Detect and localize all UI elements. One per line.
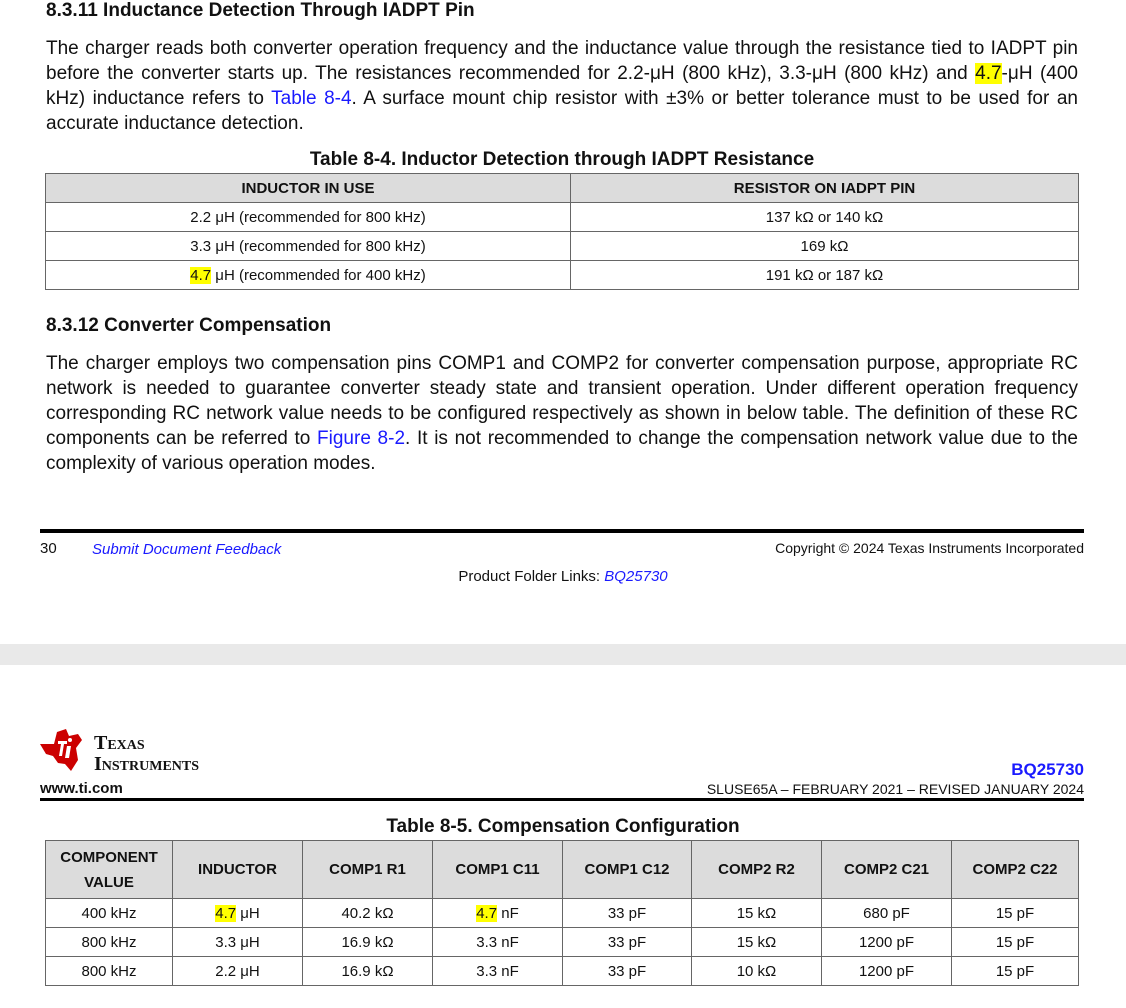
header-rule	[40, 798, 1084, 801]
table-cell: 137 kΩ or 140 kΩ	[571, 203, 1079, 232]
cell-text: 3.3 nF	[476, 962, 519, 980]
website-link[interactable]: www.ti.com	[40, 780, 123, 797]
page-separator	[0, 644, 1126, 665]
document-revision: SLUSE65A – FEBRUARY 2021 – REVISED JANUARY 2024	[706, 781, 1084, 797]
column-header: COMP1 R1	[303, 841, 433, 899]
table-row	[46, 899, 1079, 928]
table-cell: 16.9 kΩ	[303, 928, 433, 957]
logo-line: Texas	[94, 732, 145, 754]
table-cell: 15 pF	[952, 928, 1079, 957]
cell-text: 2.2 μH (recommended for 800 kHz)	[190, 208, 426, 226]
table-header-row	[46, 841, 1079, 899]
table-cell: 169 kΩ	[571, 232, 1079, 261]
table-8-4-link[interactable]: Table 8-4	[271, 88, 352, 109]
column-header: INDUCTOR IN USE	[46, 174, 571, 203]
table-cell: 15 pF	[952, 899, 1079, 928]
cell-text: 3.3 μH (recommended for 800 kHz)	[190, 237, 426, 255]
product-folder-label: Product Folder Links:	[458, 568, 605, 585]
table-cell: 1200 pF	[822, 928, 952, 957]
column-header: COMP2 C22	[952, 841, 1079, 899]
cell-text: μH	[236, 904, 260, 922]
table-cell	[46, 261, 571, 290]
ti-logo-wordmark	[94, 733, 199, 774]
table-cell: 400 kHz	[46, 899, 173, 928]
column-header: COMP2 C21	[822, 841, 952, 899]
table-cell	[46, 203, 571, 232]
cell-text: nF	[497, 904, 519, 922]
search-highlight: 4.7	[190, 266, 212, 284]
cell-text: 2.2 μH	[215, 962, 260, 980]
paragraph-text: . It is not recommended to change the compensation network value due to the complexity of various operation modes.	[46, 428, 1079, 474]
table-cell: 33 pF	[563, 899, 692, 928]
table-cell	[433, 899, 563, 928]
table-8-5	[45, 840, 1079, 986]
table-row	[46, 232, 1079, 261]
table-cell	[46, 232, 571, 261]
table-cell	[173, 957, 303, 986]
logo-line: Instruments	[94, 753, 200, 775]
table-cell: 16.9 kΩ	[303, 957, 433, 986]
column-header: COMPONENT VALUE	[46, 841, 173, 899]
product-folder-links	[0, 568, 1126, 585]
table-cell: 10 kΩ	[692, 957, 822, 986]
section-8-3-12-paragraph	[46, 351, 1078, 476]
table-8-4-caption: Table 8-4. Inductor Detection through IADPT Resistance	[309, 149, 815, 170]
table-cell	[173, 928, 303, 957]
table-cell: 33 pF	[563, 957, 692, 986]
paragraph-text: -μH (400 kHz) inductance refers to	[46, 63, 1078, 109]
paragraph-text: . A surface mount chip resistor with ±3% or better tolerance must to be used for an accurate inductance detection.	[46, 88, 1078, 134]
paragraph-text: The charger employs two compensation pins COMP1 and COMP2 for converter compensation purpose, appropriate RC network is needed to guarantee converter steady state and transient operation. Under different operation frequency corresponding RC network value needs to be configured respectively as shown in below table. The definition of these RC components can be referred to	[46, 353, 1078, 449]
submit-feedback-link[interactable]: Submit Document Feedback	[92, 541, 282, 558]
section-8-3-11-heading: 8.3.11 Inductance Detection Through IADPT Pin	[46, 0, 475, 21]
search-highlight: 4.7	[476, 904, 498, 922]
page-number: 30	[40, 540, 57, 557]
column-header: INDUCTOR	[173, 841, 303, 899]
table-cell: 15 kΩ	[692, 899, 822, 928]
table-cell	[433, 928, 563, 957]
table-cell	[433, 957, 563, 986]
search-highlight: 4.7	[215, 904, 237, 922]
table-cell: 1200 pF	[822, 957, 952, 986]
ti-logo-icon	[38, 726, 84, 772]
paragraph-text: The charger reads both converter operation frequency and the inductance value through the resistance tied to IADPT pin before the converter starts up. The resistances recommended for 2.2-μH (800 kHz), 3.3-μH (800 kHz) and	[46, 38, 1078, 84]
table-row	[46, 203, 1079, 232]
column-header: COMP2 R2	[692, 841, 822, 899]
column-header: COMP1 C11	[433, 841, 563, 899]
table-8-4	[45, 173, 1079, 290]
table-cell: 800 kHz	[46, 957, 173, 986]
table-cell	[173, 899, 303, 928]
figure-8-2-link[interactable]: Figure 8-2	[317, 428, 406, 449]
section-8-3-12-heading: 8.3.12 Converter Compensation	[46, 315, 332, 336]
table-8-5-caption: Table 8-5. Compensation Configuration	[386, 816, 740, 837]
cell-text: 3.3 μH	[215, 933, 260, 951]
table-cell: 191 kΩ or 187 kΩ	[571, 261, 1079, 290]
table-cell: 15 kΩ	[692, 928, 822, 957]
table-row	[46, 928, 1079, 957]
table-cell: 15 pF	[952, 957, 1079, 986]
cell-text: μH (recommended for 400 kHz)	[211, 266, 426, 284]
part-number-link[interactable]: BQ25730	[1011, 760, 1084, 779]
table-cell: 680 pF	[822, 899, 952, 928]
section-8-3-11-paragraph	[46, 36, 1078, 136]
footer-rule	[40, 529, 1084, 533]
table-header-row	[46, 174, 1079, 203]
product-folder-link[interactable]: BQ25730	[604, 568, 668, 585]
copyright-text: Copyright © 2024 Texas Instruments Incorporated	[775, 540, 1084, 556]
table-cell: 800 kHz	[46, 928, 173, 957]
table-cell: 40.2 kΩ	[303, 899, 433, 928]
table-row	[46, 957, 1079, 986]
cell-text: 3.3 nF	[476, 933, 519, 951]
column-header: COMP1 C12	[563, 841, 692, 899]
table-row	[46, 261, 1079, 290]
column-header: RESISTOR ON IADPT PIN	[571, 174, 1079, 203]
search-highlight: 4.7	[975, 63, 1002, 84]
table-cell: 33 pF	[563, 928, 692, 957]
